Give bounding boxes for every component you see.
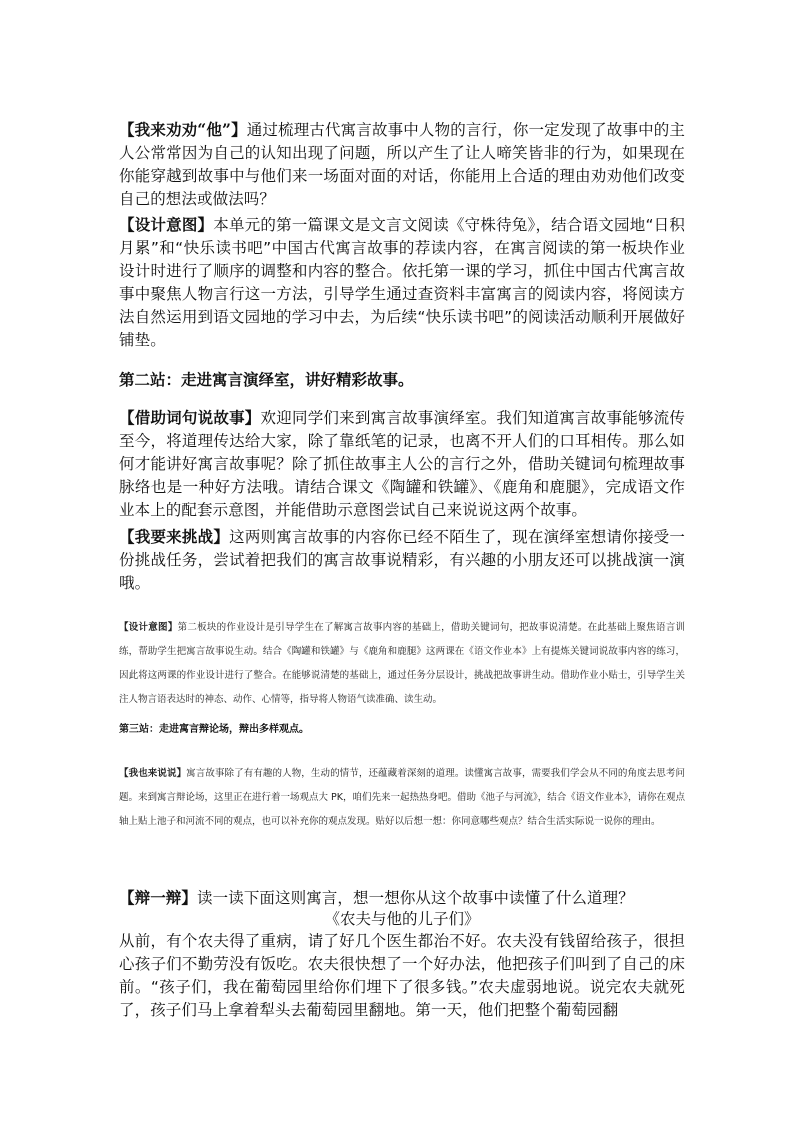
paragraph-say-too bbox=[119, 762, 685, 834]
paragraph-text: 通过梳理古代寓言故事中人物的言行，你一定发现了故事中的主人公常常因为自己的认知出现了问题，所以产生了让人啼笑皆非的行为，如果现在你能穿越到故事中与他们来一场面对面的对话，你能用上合适的理由劝劝他们改变自己的想法或做法吗？ bbox=[119, 121, 686, 208]
paragraph-text: 本单元的第一篇课文是文言文阅读《守株待兔》，结合语文园地“日积月累”和“快乐读书吧”中国古代寓言故事的荐读内容，在寓言阅读的第一板块作业设计时进行了顺序的调整和内容的整合。依托第一课的学习，抓住中国古代寓言故事中聚焦人物言行这一方法，引导学生通过查资料丰富寓言的阅读内容，将阅读方法自然运用到语文园地的学习中去，为后续“快乐读书吧”的阅读活动顺利开展做好铺垫。 bbox=[119, 216, 685, 349]
paragraph-tag: 【我来劝劝“他”】 bbox=[119, 120, 247, 139]
paragraph-tag: 【借助词句说故事】 bbox=[119, 408, 261, 427]
paragraph-text: 欢迎同学们来到寓言故事演绎室。我们知道寓言故事能够流传至今，将道理传达给大家，除了靠纸笔的记录，也离不开人们的口耳相传。那么如何才能讲好寓言故事呢？除了抓住故事主人公的言行之外，借助关键词句梳理故事脉络也是一种好方法哦。请结合课文《陶罐和铁罐》、《鹿角和鹿腿》，完成语文作业本上的配套示意图，并能借助示意图尝试自己来说说这两个故事。 bbox=[119, 409, 685, 519]
paragraph-tag: 【设计意图】 bbox=[119, 622, 178, 633]
paragraph-text: 寓言故事除了有有趣的人物，生动的情节，还蕴藏着深刻的道理。读懂寓言故事，需要我们学会从不同的角度去思考问题。来到寓言辩论场，这里正在进行着一场观点大 PK，咱们先来一起热热身吧。借助《池子与河流》，结合《语文作业本》，请你在观点轴上贴上池子和河流不同的观点，也可以补充你的观点发现。贴好以后想一想：你同意哪些观点？结合生活实际说一说你的理由。 bbox=[119, 768, 685, 827]
paragraph-text: 读一读下面这则寓言，想一想你从这个故事中读懂了什么道理？ bbox=[197, 889, 634, 907]
story-title: 《农夫与他的儿子们》 bbox=[324, 910, 480, 928]
paragraph-tag: 【我要来挑战】 bbox=[119, 527, 230, 546]
paragraph-tag: 【辩一辩】 bbox=[119, 888, 198, 907]
paragraph-persuade bbox=[119, 118, 685, 211]
paragraph-text: 这两则寓言故事的内容你已经不陌生了，现在演绎室想请你接受一份挑战任务，尝试着把我们的寓言故事说精彩，有兴趣的小朋友还可以挑战演一演哦。 bbox=[119, 528, 686, 592]
paragraph-challenge bbox=[119, 525, 685, 595]
paragraph-tell-story bbox=[119, 406, 685, 522]
station-three-heading: 第三站：走进寓言辩论场，辩出多样观点。 bbox=[119, 724, 309, 735]
paragraph-design-intent-1 bbox=[119, 213, 685, 352]
paragraph-tag: 【设计意图】 bbox=[119, 215, 214, 234]
paragraph-text: 第二板块的作业设计是引导学生在了解寓言故事内容的基础上，借助关键词句，把故事说清楚。在此基础上聚焦语言训练，帮助学生把寓言故事说生动。结合《陶罐和铁罐》与《鹿角和鹿腿》这两课在《语文作业本》上有提炼关键词说故事内容的练习，因此将这两课的作业设计进行了整合。在能够说清楚的基础上，通过任务分层设计，挑战把故事讲生动。借助作业小贴士，引导学生关注人物言语表达时的神态、动作、心情等，指导将人物语气读准确、读生动。 bbox=[119, 622, 685, 705]
paragraph-tag: 【我也来说说】 bbox=[119, 768, 187, 779]
paragraph-design-intent-2 bbox=[119, 616, 685, 712]
station-two-heading: 第二站：走进寓言演绎室，讲好精彩故事。 bbox=[119, 370, 414, 389]
paragraph-debate bbox=[119, 886, 685, 910]
story-text: 从前，有个农夫得了重病，请了好几个医生都治不好。农夫没有钱留给孩子，很担心孩子们不勤劳没有饭吃。农夫很快想了一个好办法，他把孩子们叫到了自己的床前。“孩子们，我在葡萄园里给你们埋下了很多钱。”农夫虚弱地说。说完农夫就死了，孩子们马上拿着犁头去葡萄园里翻地。第一天，他们把整个葡萄园翻 bbox=[119, 932, 685, 1019]
